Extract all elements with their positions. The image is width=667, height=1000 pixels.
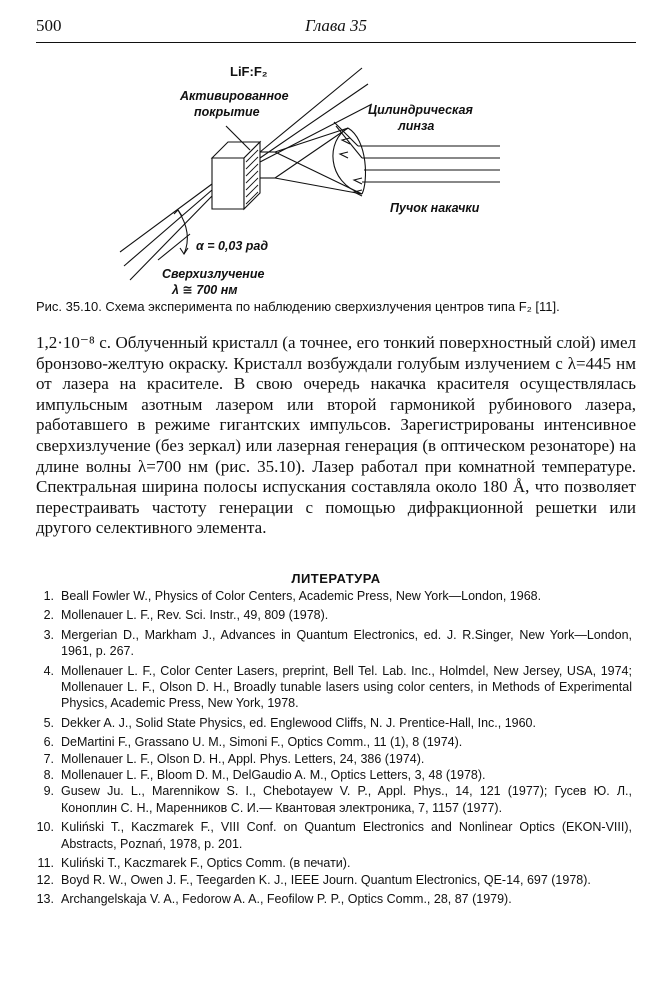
reference-item: 5. Dekker A. J., Solid State Physics, ed. Englewood Cliffs, N. J. Prentice-Hall, Inc., 1960. (43, 715, 536, 730)
angle-arrow-bottom (180, 248, 188, 254)
crystal-front-face (212, 158, 244, 209)
lens-label-line1: Цилиндрическая (368, 103, 473, 117)
reference-item: 13. Archangelskaja V. A., Fedorow A. A., Feofilow P. P., Optics Comm., 28, 87 (1979). (36, 891, 512, 906)
emission-label-line1: Сверхизлучение (162, 267, 265, 281)
figure-35-10 (100, 54, 520, 304)
references-heading: ЛИТЕРАТУРА (291, 571, 381, 586)
reference-item: 6. DeMartini F., Grassano U. M., Simoni F., Optics Comm., 11 (1), 8 (1974). (43, 735, 463, 750)
body-paragraph: 1,2·10⁻⁸ с. Облученный кристалл (а точнее, его тонкий поверхностный слой) имел бронзово-желтую окраску. Кристалл возбуждали голубым излучением с λ=445 нм от лазера на красителе. В свою очередь накачка красителя осуществлялась импульсным азотным лазером или второй гармоникой рубинового лазера, работавшего в режиме гигантских импульсов. Зарегистрированы интенсивное сверхизлучение (без зеркал) или лазерная генерация (в оптическом резонаторе) на длине волны λ=700 нм (рис. 35.10). Лазер работал при комнатной температуре. Спектральная ширина полосы испускания составляла около 180 Å, что позволяет перестраивать частоту генерации с помощью дифракционной решетки или другого селективного элемента. (36, 333, 636, 538)
reference-item: 4. Mollenauer L. F., Color Center Lasers, preprint, Bell Tel. Lab. Inc., Holmdel, New Jersey, USA, 1974; Mollenauer L. F., Olson D. H., Broadly tunable lasers using color centers, in Methods of Experimental Physics, Academic Press, New York, 1978. (43, 663, 632, 711)
reference-item: 7. Mollenauer L. F., Olson D. H., Appl. Phys. Letters, 24, 386 (1974). (43, 751, 425, 766)
coating-label-line2: покрытие (194, 105, 260, 119)
reference-item: 12. Boyd R. W., Owen J. F., Teegarden K. J., IEEE Journ. Quantum Electronics, QE-14, 697 (1978). (36, 872, 591, 887)
reference-item: 9. Gusew Ju. L., Marennikow S. I., Chebotayew V. P., Appl. Phys., 14, 121 (1977); Гусев Ю. Л., Коноплин С. Н., Маренников С. И.— Квантовая электроника, 7, 1157 (1977). (43, 784, 632, 815)
experiment-diagram (100, 54, 520, 304)
coating-label-line1: Активированное (180, 89, 289, 103)
page-number: 500 (36, 16, 62, 35)
reference-item: 3. Mergerian D., Markham J., Advances in Quantum Electronics, ed. J. R.Singer, New York—London, 1961, p. 267. (43, 627, 632, 659)
emission-rays-backward (120, 184, 212, 280)
pump-arrows (340, 138, 362, 196)
pump-beam-label: Пучок накачки (390, 201, 480, 215)
emission-rays-forward (260, 68, 372, 162)
focused-pump-cone (260, 128, 362, 194)
reference-item: 10. Kuliński T., Kaczmarek F., VIII Conf. on Quantum Electronics and Nonlinear Optics (EKON-VIII), Abstracts, Poznań, 1978, p. 201. (36, 820, 632, 851)
emission-label-line2: λ ≅ 700 нм (172, 283, 238, 297)
reference-item: 1. Beall Fowler W., Physics of Color Centers, Academic Press, New York—London, 1968. (43, 589, 542, 603)
header-rule (36, 42, 636, 43)
figure-caption: Рис. 35.10. Схема эксперимента по наблюдению сверхизлучения центров типа F₂ [11]. (36, 299, 560, 314)
chapter-title: Глава 35 (305, 16, 367, 35)
lens-label-line2: линза (398, 119, 435, 133)
reference-item: 2. Mollenauer L. F., Rev. Sci. Instr., 49, 809 (1978). (43, 608, 329, 623)
running-header (36, 16, 636, 40)
angle-arc (178, 210, 187, 254)
crystal-label: LiF:F₂ (230, 64, 268, 79)
reference-item: 11. Kuliński T., Kaczmarek F., Optics Comm. (в печати). (37, 856, 351, 871)
reference-item: 8. Mollenauer L. F., Bloom D. M., DelGaudio A. M., Optics Letters, 3, 48 (1978). (43, 768, 486, 783)
angle-label: α = 0,03 рад (196, 239, 269, 253)
reference-list (36, 588, 632, 907)
